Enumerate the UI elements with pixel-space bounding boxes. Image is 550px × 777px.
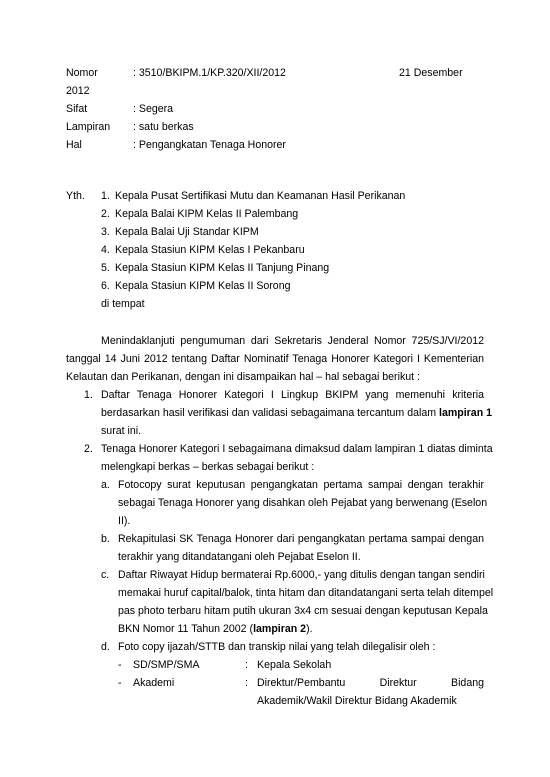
point-2-line: melengkapi berkas – berkas sebagai berikut : [101, 461, 315, 473]
letter-date: 21 Desember [399, 67, 463, 79]
recipient-item: Kepala Stasiun KIPM Kelas II Tanjung Pinang [115, 262, 330, 274]
legalization-official: Akademik/Wakil Direktur Bidang Akademik [257, 695, 457, 707]
lampiran-label: Lampiran [66, 121, 111, 133]
letter-date-year: 2012 [66, 85, 90, 97]
list-dash: - [118, 659, 122, 671]
legalization-level: SD/SMP/SMA [133, 659, 200, 671]
recipient-number: 3. [101, 226, 110, 238]
sifat-label: Sifat [66, 103, 88, 115]
recipient-item: Kepala Balai KIPM Kelas II Palembang [115, 208, 299, 220]
point-1-line: Daftar Tenaga Honorer Kategori I Lingkup BKIPM yang memenuhi kriteria [101, 389, 484, 401]
sub-point-letter: c. [101, 569, 110, 581]
lampiran-2-ref: lampiran 2 [253, 623, 307, 635]
sub-point-letter: d. [101, 641, 110, 653]
point-number: 1. [84, 389, 93, 401]
sub-point-b-line: terakhir yang ditandatangani oleh Pejabat Eselon II. [118, 551, 361, 563]
recipient-number: 2. [101, 208, 110, 220]
intro-paragraph-line: Menindaklanjuti pengumuman dari Sekretaris Jenderal Nomor 725/SJ/VI/2012 [101, 335, 484, 347]
lampiran-value: : satu berkas [133, 121, 194, 133]
sifat-value: : Segera [133, 103, 174, 115]
sub-point-a-line: Fotocopy surat keputusan pengangkatan pertama sampai dengan terakhir [118, 479, 484, 491]
point-number: 2. [84, 443, 93, 455]
sub-point-letter: b. [101, 533, 110, 545]
nomor-label: Nomor [66, 67, 98, 79]
list-dash: - [118, 677, 122, 689]
hal-value: : Pengangkatan Tenaga Honorer [133, 139, 286, 151]
legalization-official: Kepala Sekolah [257, 659, 332, 671]
recipient-number: 5. [101, 262, 110, 274]
recipient-number: 4. [101, 244, 110, 256]
nomor-value: : 3510/BKIPM.1/KP.320/XII/2012 [133, 67, 286, 79]
sub-point-c-line: pas photo terbaru hitam putih ukuran 3x4 cm sesuai dengan keputusan Kepala [118, 605, 488, 617]
list-separator: : [245, 659, 248, 671]
lampiran-1-ref: lampiran 1 [439, 407, 493, 419]
recipient-item: Kepala Stasiun KIPM Kelas I Pekanbaru [115, 244, 305, 256]
recipient-item: Kepala Balai Uji Standar KIPM [115, 226, 259, 238]
legalization-official: Direktur/Pembantu Direktur Bidang [257, 677, 484, 689]
recipient-number: 6. [101, 280, 110, 292]
sub-point-c-line: Daftar Riwayat Hidup bermaterai Rp.6000,- yang ditulis dengan tangan sendiri [118, 569, 485, 581]
recipient-item: Kepala Pusat Sertifikasi Mutu dan Keamanan Hasil Perikanan [115, 190, 406, 202]
sub-point-d-line: Foto copy ijazah/STTB dan transkip nilai yang telah dilegalisir oleh : [118, 641, 436, 653]
point-1-line: berdasarkan hasil verifikasi dan validasi sebagaimana tercantum dalam lampiran 1 [101, 407, 493, 419]
sub-point-a-line: II). [118, 515, 131, 527]
sub-point-c-line: memakai huruf capital/balok, tinta hitam dan ditandatangani serta telah ditempel [118, 587, 494, 599]
di-tempat: di tempat [101, 298, 145, 310]
sub-point-c-line: BKN Nomor 11 Tahun 2002 (lampiran 2). [118, 623, 313, 635]
point-2-line: Tenaga Honorer Kategori I sebagaimana dimaksud dalam lampiran 1 diatas diminta [101, 443, 493, 455]
point-1-line: surat ini. [101, 425, 142, 437]
recipient-number: 1. [101, 190, 110, 202]
intro-paragraph-line: Kelautan dan Perikanan, dengan ini disampaikan hal – hal sebagai berikut : [66, 371, 420, 383]
sub-point-letter: a. [101, 479, 110, 491]
intro-paragraph-line: tanggal 14 Juni 2012 tentang Daftar Nominatif Tenaga Honorer Kategori I Kementerian [66, 353, 484, 365]
yth-label: Yth. [66, 190, 85, 202]
hal-label: Hal [66, 139, 82, 151]
sub-point-a-line: sebagai Tenaga Honorer yang disahkan oleh Pejabat yang berwenang (Eselon [118, 497, 488, 509]
legalization-level: Akademi [133, 677, 175, 689]
recipient-item: Kepala Stasiun KIPM Kelas II Sorong [115, 280, 291, 292]
list-separator: : [245, 677, 248, 689]
sub-point-b-line: Rekapitulasi SK Tenaga Honorer dari pengangkatan pertama sampai dengan [118, 533, 484, 545]
